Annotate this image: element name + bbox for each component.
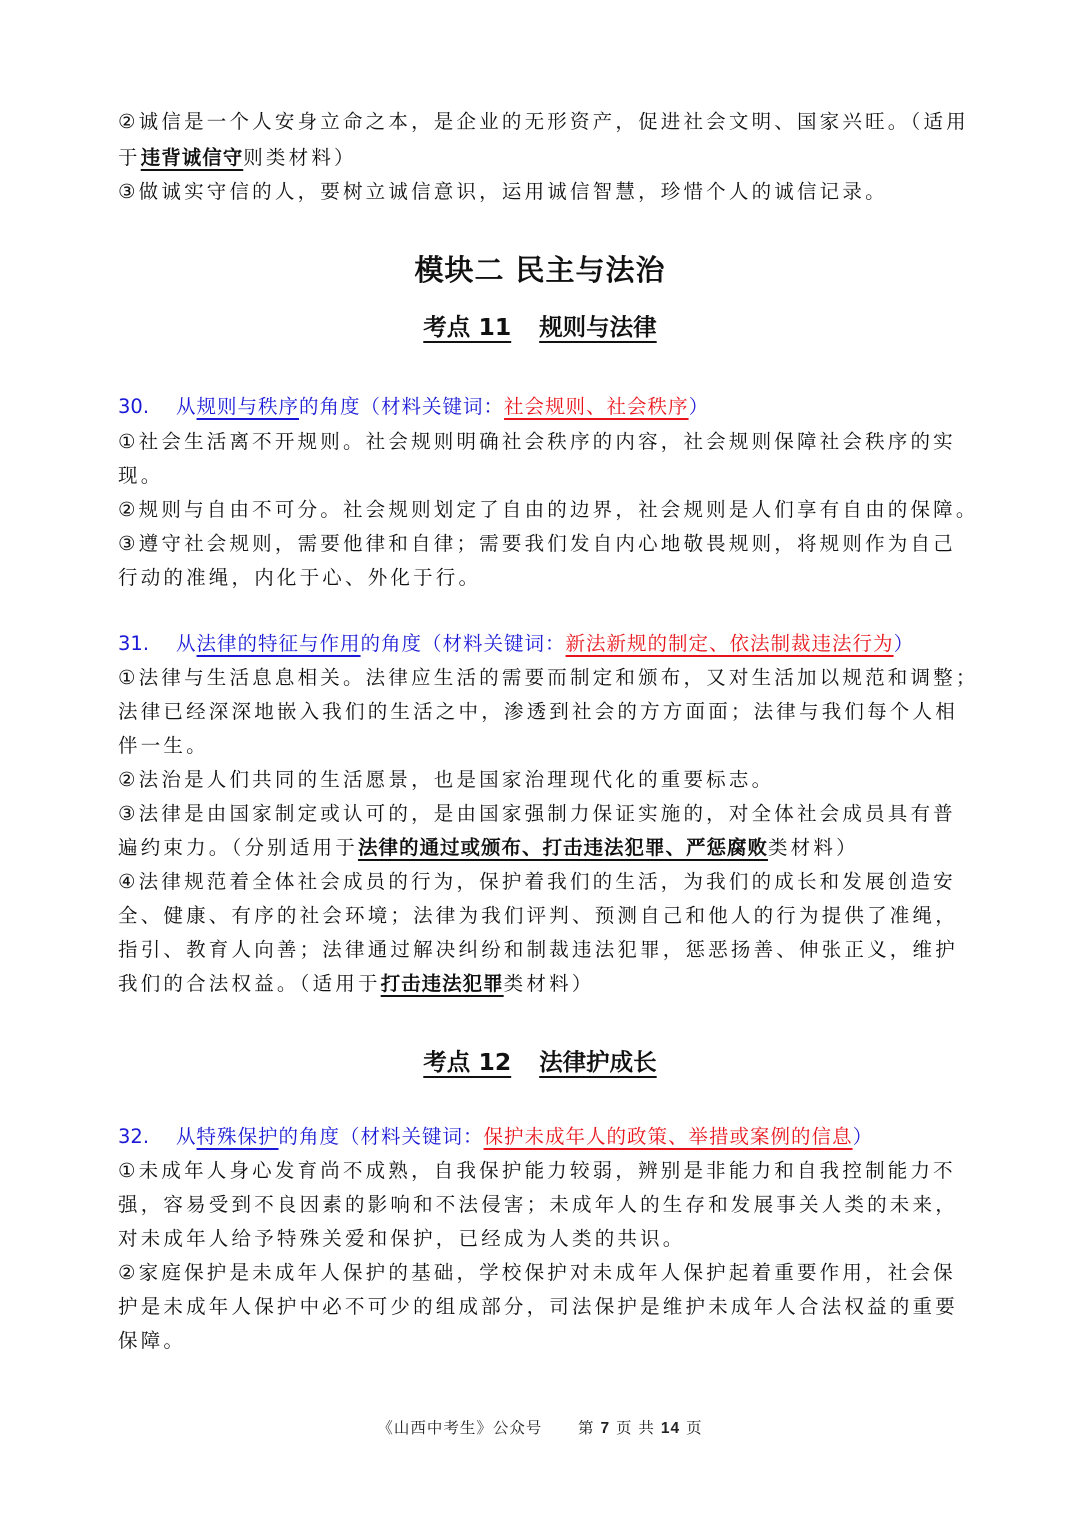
paragraph-line: 我们的合法权益。（适用于打击违法犯罪类材料）	[118, 972, 595, 995]
footer-source: 《山西中考生》公众号	[377, 1419, 543, 1437]
paragraph-line: ②规则与自由不可分。社会规则划定了自由的边界，社会规则是人们享有自由的保障。	[118, 498, 979, 521]
paragraph-line: ①法律与生活息息相关。法律应生活的需要而制定和颁布，又对生活加以规范和调整；	[118, 666, 979, 689]
underlined-keyword: 法律的特征与作用	[196, 632, 361, 655]
paragraph-line: 遍约束力。（分别适用于法律的通过或颁布、打击违法犯罪、严惩腐败类材料）	[118, 836, 859, 859]
keyword-highlight: 社会规则、社会秩序	[504, 395, 689, 418]
paragraph-line: ①未成年人身心发育尚不成熟，自我保护能力较弱，辨别是非能力和自我控制能力不	[118, 1159, 956, 1182]
footer-page-label: 第 7 页 共 14 页	[577, 1419, 703, 1437]
paragraph-line: ③做诚实守信的人，要树立诚信意识，运用诚信智慧，珍惜个人的诚信记录。	[118, 180, 888, 203]
paragraph-line: 护是未成年人保护中必不可少的组成部分，司法保护是维护未成年人合法权益的重要	[118, 1295, 958, 1318]
paragraph-line: 伴一生。	[118, 734, 209, 757]
paragraph-line: 法律已经深深地嵌入我们的生活之中，渗透到社会的方方面面；法律与我们每个人相	[118, 700, 958, 723]
page-footer	[0, 1416, 1080, 1438]
underlined-keyword: 特殊保护	[196, 1125, 279, 1148]
paragraph-line: ③遵守社会规则，需要他律和自律；需要我们发自内心地敬畏规则，将规则作为自己	[118, 532, 956, 555]
paragraph-line: 对未成年人给予特殊关爱和保护，已经成为人类的共识。	[118, 1227, 686, 1250]
item-heading-30: 30. 从规则与秩序的角度（材料关键词：社会规则、社会秩序）	[118, 395, 710, 418]
keyword-highlight: 新法新规的制定、依法制裁违法行为	[565, 632, 894, 655]
underlined-keyword: 法律的通过或颁布、打击违法犯罪、严惩腐败	[357, 836, 768, 859]
paragraph-line: 全、健康、有序的社会环境；法律为我们评判、预测自己和他人的行为提供了准绳，	[118, 904, 958, 927]
paragraph-line: ①社会生活离不开规则。社会规则明确社会秩序的内容，社会规则保障社会秩序的实	[118, 430, 956, 453]
paragraph-line: 行动的准绳，内化于心、外化于行。	[118, 566, 482, 589]
paragraph-line: ③法律是由国家制定或认可的，是由国家强制力保证实施的，对全体社会成员具有普	[118, 802, 956, 825]
paragraph-line: ②诚信是一个人安身立命之本，是企业的无形资产，促进社会文明、国家兴旺。（适用	[118, 110, 969, 133]
paragraph-line: 强，容易受到不良因素的影响和不法侵害；未成年人的生存和发展事关人类的未来，	[118, 1193, 958, 1216]
item-heading-32: 32. 从特殊保护的角度（材料关键词：保护未成年人的政策、举措或案例的信息）	[118, 1125, 874, 1148]
paragraph-line: 现。	[118, 464, 164, 487]
section-title-kaodian-12: 考点 12 法律护成长	[423, 1048, 657, 1076]
paragraph-line: 于违背诚信守则类材料）	[118, 146, 357, 169]
paragraph-line: ④法律规范着全体社会成员的行为，保护着我们的生活，为我们的成长和发展创造安	[118, 870, 956, 893]
paragraph-line: 指引、教育人向善；法律通过解决纠纷和制裁违法犯罪，惩恶扬善、伸张正义，维护	[118, 938, 958, 961]
underlined-keyword: 打击违法犯罪	[380, 972, 504, 995]
paragraph-line: 保障。	[118, 1329, 187, 1352]
paragraph-line: ②家庭保护是未成年人保护的基础，学校保护对未成年人保护起着重要作用，社会保	[118, 1261, 956, 1284]
underlined-keyword: 规则与秩序	[196, 395, 300, 418]
section-title-kaodian-11: 考点 11 规则与法律	[423, 313, 657, 341]
underlined-keyword: 违背诚信守	[140, 146, 244, 169]
keyword-highlight: 保护未成年人的政策、举措或案例的信息	[483, 1125, 853, 1148]
paragraph-line: ②法治是人们共同的生活愿景，也是国家治理现代化的重要标志。	[118, 768, 775, 791]
module-title: 模块二 民主与法治	[414, 253, 666, 287]
item-heading-31: 31. 从法律的特征与作用的角度（材料关键词：新法新规的制定、依法制裁违法行为）	[118, 632, 915, 655]
